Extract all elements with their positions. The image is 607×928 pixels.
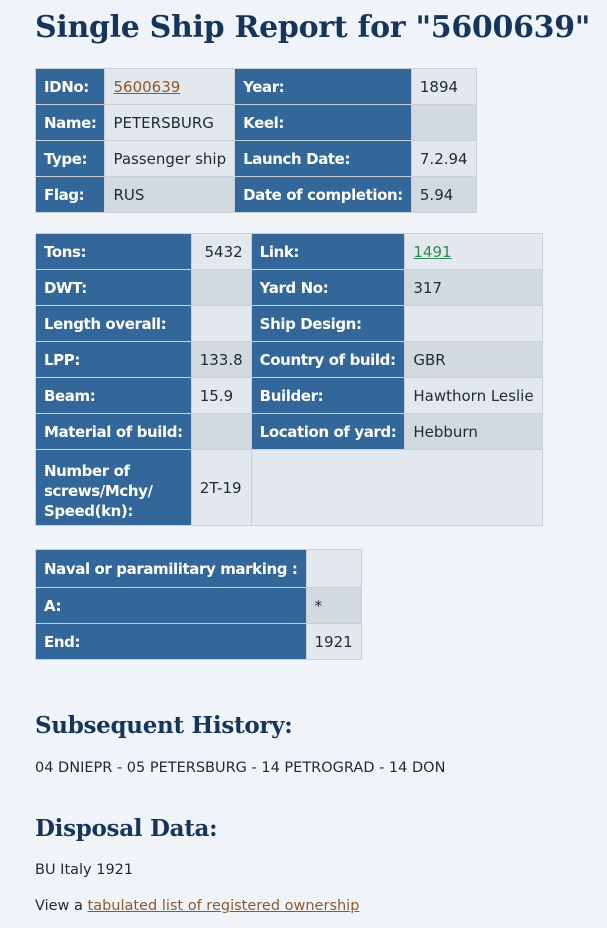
dwt-label: DWT: [36, 270, 192, 306]
disposal-heading: Disposal Data: [35, 815, 218, 842]
screws-value: 2T-19 [191, 450, 251, 526]
table-row [36, 270, 543, 306]
empty-cell [251, 450, 542, 526]
flag-label: Flag: [36, 177, 105, 213]
material-value [191, 414, 251, 450]
length-overall-value [191, 306, 251, 342]
location-of-yard-value: Hebburn [405, 414, 542, 450]
yard-no-label: Yard No: [251, 270, 405, 306]
marking-table [35, 549, 362, 660]
naval-marking-label: Naval or paramilitary marking : [36, 550, 307, 588]
a-value: * [306, 588, 361, 624]
ship-link[interactable]: 1491 [413, 242, 452, 261]
launch-date-label: Launch Date: [235, 141, 412, 177]
lpp-label: LPP: [36, 342, 192, 378]
name-label: Name: [36, 105, 105, 141]
table-row [36, 177, 477, 213]
keel-label: Keel: [235, 105, 412, 141]
table-row [36, 306, 543, 342]
naval-marking-value [306, 550, 361, 588]
table-row [36, 414, 543, 450]
table-row [36, 624, 362, 660]
keel-value [411, 105, 476, 141]
ownership-line [35, 898, 359, 914]
a-label: A: [36, 588, 307, 624]
table-row [36, 234, 543, 270]
country-of-build-label: Country of build: [251, 342, 405, 378]
lpp-value: 133.8 [191, 342, 251, 378]
type-value: Passenger ship [105, 141, 235, 177]
table-row [36, 550, 362, 588]
history-heading: Subsequent History: [35, 712, 293, 739]
year-label: Year: [235, 69, 412, 105]
table-row [36, 450, 543, 526]
disposal-text: BU Italy 1921 [35, 862, 134, 878]
completion-date-value: 5.94 [411, 177, 476, 213]
screws-label-line-2: screws/Mchy/ [44, 481, 153, 500]
idno-label: IDNo: [36, 69, 105, 105]
idno-link[interactable]: 5600639 [113, 77, 181, 96]
tons-value: 5432 [191, 234, 251, 270]
end-value: 1921 [306, 624, 361, 660]
table-row [36, 342, 543, 378]
yard-no-value: 317 [405, 270, 542, 306]
general-info-table [35, 68, 477, 213]
length-overall-label: Length overall: [36, 306, 192, 342]
dimensions-table [35, 233, 543, 526]
page-title: Single Ship Report for "5600639" [35, 10, 591, 45]
table-row [36, 69, 477, 105]
table-row [36, 588, 362, 624]
table-row [36, 105, 477, 141]
screws-label-line-1: Number of [44, 461, 130, 480]
ship-design-label: Ship Design: [251, 306, 405, 342]
link-label: Link: [251, 234, 405, 270]
end-label: End: [36, 624, 307, 660]
tons-label: Tons: [36, 234, 192, 270]
flag-value: RUS [105, 177, 235, 213]
ownership-link[interactable]: tabulated list of registered ownership [87, 898, 360, 914]
history-text: 04 DNIEPR - 05 PETERSBURG - 14 PETROGRAD - 14 DON [35, 760, 446, 776]
builder-value: Hawthorn Leslie [405, 378, 542, 414]
screws-label [36, 450, 192, 526]
material-label: Material of build: [36, 414, 192, 450]
link-cell [405, 234, 542, 270]
builder-label: Builder: [251, 378, 405, 414]
name-value: PETERSBURG [105, 105, 235, 141]
table-row [36, 141, 477, 177]
location-of-yard-label: Location of yard: [251, 414, 405, 450]
beam-label: Beam: [36, 378, 192, 414]
ownership-prefix: View a [35, 898, 83, 914]
idno-cell [105, 69, 235, 105]
launch-date-value: 7.2.94 [411, 141, 476, 177]
screws-label-line-3: Speed(kn): [44, 501, 133, 520]
type-label: Type: [36, 141, 105, 177]
beam-value: 15.9 [191, 378, 251, 414]
table-row [36, 378, 543, 414]
country-of-build-value: GBR [405, 342, 542, 378]
ship-design-value [405, 306, 542, 342]
completion-date-label: Date of completion: [235, 177, 412, 213]
dwt-value [191, 270, 251, 306]
year-value: 1894 [411, 69, 476, 105]
